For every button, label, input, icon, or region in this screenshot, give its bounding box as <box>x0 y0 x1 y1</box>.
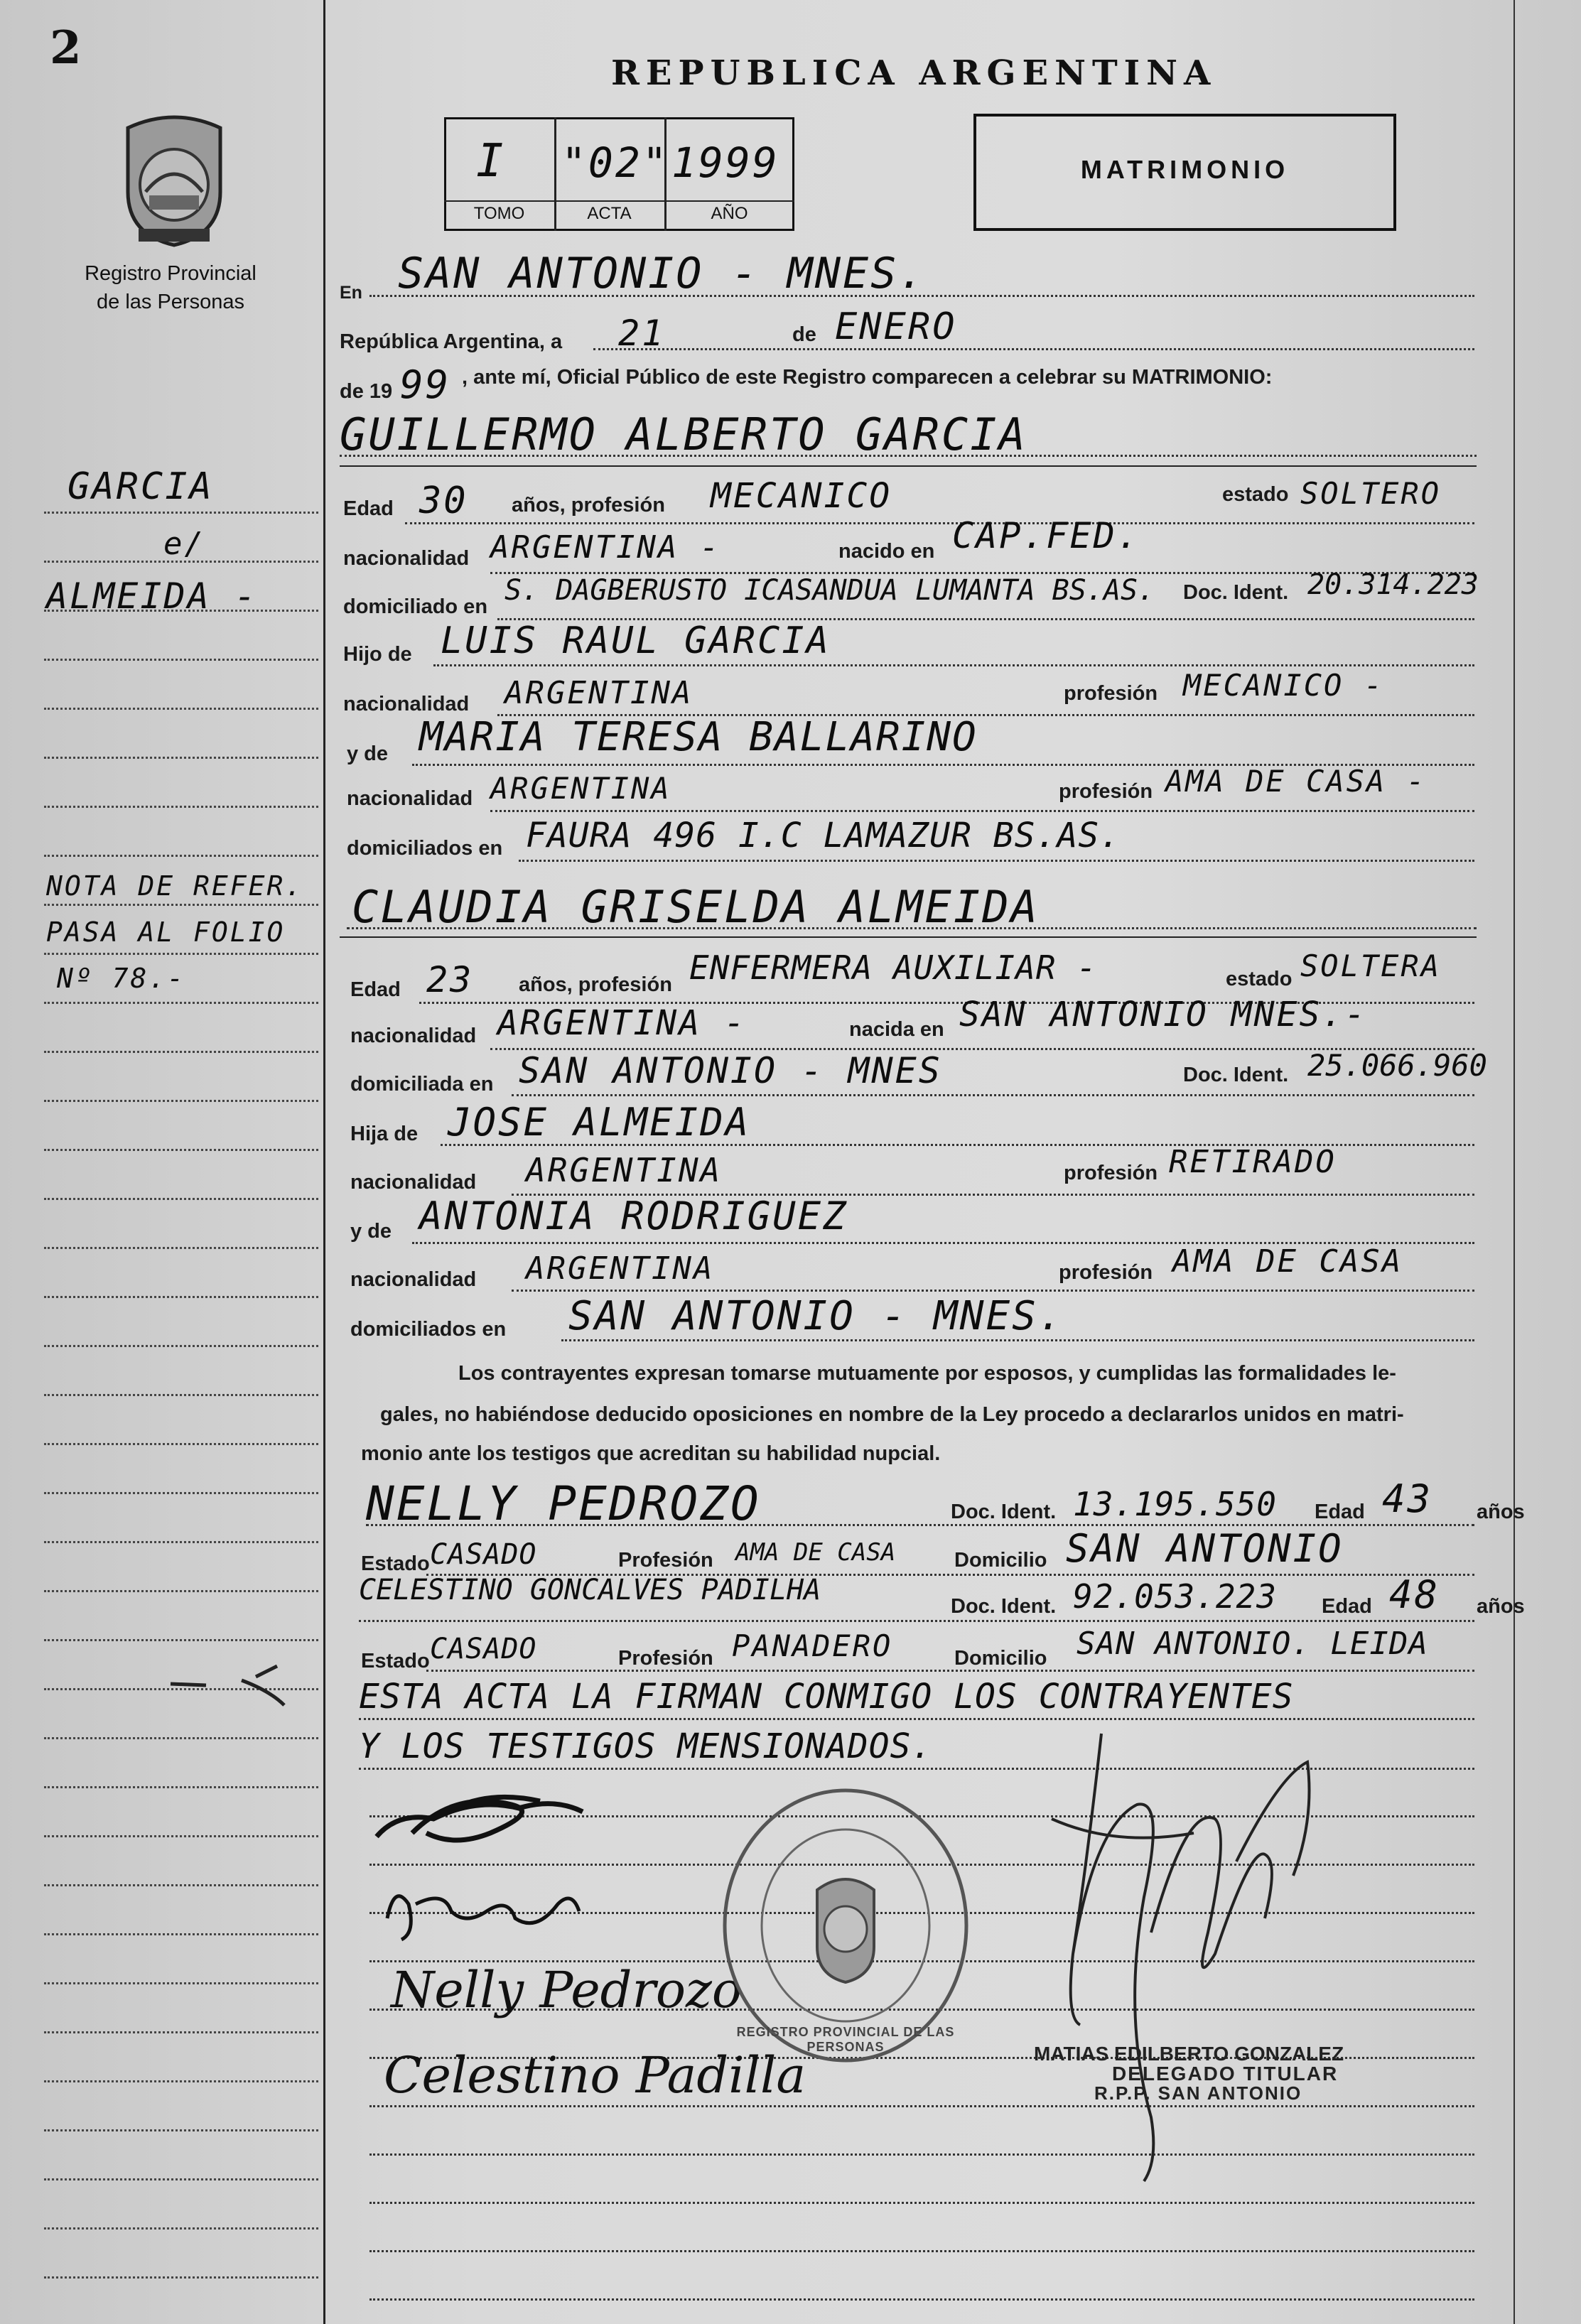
witness-2-name: CELESTINO GONCALVES PADILHA <box>359 1574 821 1606</box>
year-prefix: de 19 <box>340 380 393 403</box>
witness-2-estado: CASADO <box>430 1633 537 1665</box>
groom-mother: MARIA TERESA BALLARINO <box>419 714 978 760</box>
year-value: 99 <box>400 362 451 407</box>
margin-rule-line <box>44 953 318 955</box>
witness-2-name-line <box>359 1620 1474 1622</box>
margin-rule-line <box>44 2129 318 2131</box>
groom-father-nac-label: nacionalidad <box>343 693 470 715</box>
acta-label: ACTA <box>587 204 632 223</box>
bride-mother-nac-line <box>512 1290 1474 1292</box>
witness-2-dom-label: Domicilio <box>954 1647 1047 1670</box>
de-label: de <box>792 323 816 346</box>
intro-statement: , ante mí, Oficial Público de este Registro comparecen a celebrar su MATRIMONIO: <box>462 366 1273 389</box>
bride-father-nac-label: nacionalidad <box>350 1171 477 1194</box>
groom-father: LUIS RAUL GARCIA <box>441 620 831 662</box>
seal-text: REGISTRO PROVINCIAL DE LAS PERSONAS <box>736 2025 955 2054</box>
margin-rule-line <box>44 904 318 906</box>
bride-hija-label: Hija de <box>350 1123 419 1145</box>
groom-nacido-label: nacido en <box>838 540 935 563</box>
groom-estado: SOLTERO <box>1300 476 1442 511</box>
right-edge-line <box>1513 0 1515 2324</box>
bride-nacida-en: SAN ANTONIO MNES.- <box>959 995 1368 1034</box>
registry-label: Registro Provincial de las Personas <box>85 262 257 313</box>
margin-rule-line <box>44 1982 318 1984</box>
groom-yde-label: y de <box>347 742 389 765</box>
declaration-line-2: gales, no habiéndose deducido oposiciones en nombre de la Ley procedo a declararlos unidos en matri- <box>380 1403 1404 1426</box>
bride-name: CLAUDIA GRISELDA ALMEIDA <box>352 881 1040 933</box>
bride-estado: SOLTERA <box>1300 948 1442 983</box>
country-title: REPUBLICA ARGENTINA <box>611 53 1217 93</box>
declaration-line-3: monio ante los testigos que acreditan su habilidad nupcial. <box>361 1442 941 1465</box>
groom-parents-dom-label: domiciliados en <box>347 837 503 860</box>
bride-father-nac: ARGENTINA <box>526 1151 723 1189</box>
margin-rule-line <box>44 1394 318 1396</box>
groom-mother-nac-label: nacionalidad <box>347 787 473 810</box>
margin-rule-line <box>44 2178 318 2180</box>
witness-1-dom-label: Domicilio <box>954 1549 1047 1572</box>
margin-rule-line <box>44 2276 318 2279</box>
groom-parents-dom-line <box>519 860 1474 862</box>
province-coat-of-arms <box>107 107 242 249</box>
groom-name-line <box>340 455 1477 457</box>
bride-parents-dom-line <box>561 1339 1474 1341</box>
groom-domicilio: S. DAGBERUSTO ICASANDUA LUMANTA BS.AS. <box>504 574 1155 607</box>
margin-rule-line <box>44 2227 318 2230</box>
groom-mother-prof-label: profesión <box>1059 780 1153 803</box>
bride-nacionalidad: ARGENTINA - <box>497 1003 747 1043</box>
bride-parents-dom-label: domiciliados en <box>350 1318 507 1341</box>
bride-section-rule <box>340 936 1477 938</box>
bride-father-prof: RETIRADO <box>1169 1144 1337 1180</box>
groom-name: GUILLERMO ALBERTO GARCIA <box>340 409 1027 460</box>
margin-rule-line <box>44 1492 318 1494</box>
groom-parents-dom: FAURA 496 I.C LAMAZUR BS.AS. <box>526 816 1121 855</box>
date-line <box>593 348 1474 350</box>
bride-mother-nac-label: nacionalidad <box>350 1268 477 1291</box>
witness-2-anos: años <box>1477 1595 1525 1618</box>
officer-name: MATIAS EDILBERTO GONZALEZ <box>1034 2043 1344 2065</box>
signature-witness-2: Celestino Padilla <box>384 2046 806 2104</box>
witness-2-prof: PANADERO <box>732 1628 893 1663</box>
bride-dom-line <box>512 1094 1474 1096</box>
bride-yde-label: y de <box>350 1220 392 1243</box>
witness-2-edad-label: Edad <box>1322 1595 1372 1618</box>
witness-2-estado-label: Estado <box>361 1650 430 1672</box>
witness-1-doc: 13.195.550 <box>1073 1485 1277 1523</box>
bride-doc-label: Doc. Ident. <box>1183 1064 1289 1086</box>
margin-rule-line <box>44 1345 318 1347</box>
groom-father-nac: ARGENTINA <box>504 675 694 711</box>
groom-mother-nac-line <box>490 810 1474 812</box>
margin-rule-line <box>44 659 318 661</box>
margin-rule-line <box>44 1590 318 1592</box>
witness-2-dom: SAN ANTONIO. LEIDA <box>1077 1626 1428 1662</box>
margin-divider <box>323 0 325 2324</box>
groom-edad: 30 <box>419 480 468 522</box>
margin-ref-3: Nº 78.- <box>57 963 186 994</box>
officer-title: DELEGADO TITULAR <box>1112 2063 1339 2085</box>
bride-edad-label: Edad <box>350 978 401 1001</box>
ano-value: 1999 <box>671 139 779 187</box>
groom-doc-label: Doc. Ident. <box>1183 581 1289 604</box>
groom-nacido-en: CAP.FED. <box>952 515 1140 556</box>
officer-office: R.P.P. SAN ANTONIO <box>1094 2082 1302 2104</box>
groom-anos-prof-label: años, profesión <box>512 494 665 517</box>
month-value: ENERO <box>835 306 957 348</box>
bride-anos-prof-label: años, profesión <box>519 973 672 996</box>
bride-domicilio: SAN ANTONIO - MNES <box>519 1050 942 1091</box>
declaration-line-1: Los contrayentes expresan tomarse mutuamente por esposos, y cumplidas las formalidades le- <box>458 1362 1396 1385</box>
groom-father-line <box>433 664 1474 666</box>
margin-rule-line <box>44 1933 318 1935</box>
margin-rule-line <box>44 1737 318 1739</box>
margin-rule-line <box>44 1100 318 1102</box>
signature-bride <box>373 1861 600 1947</box>
margin-rule-line <box>44 1541 318 1543</box>
groom-profesion: MECANICO <box>711 476 892 516</box>
bride-father: JOSE ALMEIDA <box>448 1100 751 1145</box>
margin-rule-line <box>44 1002 318 1004</box>
groom-estado-label: estado <box>1222 483 1289 506</box>
margin-rule-line <box>44 1296 318 1298</box>
witness-1-prof-label: Profesión <box>618 1549 713 1572</box>
staple-mark <box>163 1663 291 1712</box>
bride-nac-label: nacionalidad <box>350 1025 477 1047</box>
bride-mother-prof: AMA DE CASA <box>1172 1243 1403 1280</box>
bride-doc: 25.066.960 <box>1307 1048 1487 1083</box>
margin-rule-line <box>44 1051 318 1053</box>
bride-name-line <box>347 927 1477 929</box>
margin-rule-line <box>44 1149 318 1151</box>
place-line <box>369 295 1474 297</box>
witness-1-edad-label: Edad <box>1315 1501 1365 1523</box>
witness-1-estado-label: Estado <box>361 1552 430 1575</box>
margin-rule-line <box>44 1884 318 1886</box>
ano-label: AÑO <box>711 204 748 223</box>
witness-1-doc-label: Doc. Ident. <box>951 1501 1057 1523</box>
bride-mother-nac: ARGENTINA <box>526 1250 715 1287</box>
record-id-rule <box>444 200 794 202</box>
closing-line-1: ESTA ACTA LA FIRMAN CONMIGO LOS CONTRAYENTES <box>359 1677 1294 1717</box>
bride-nacida-label: nacida en <box>849 1018 944 1041</box>
margin-surname-2: ALMEIDA - <box>46 575 258 617</box>
margin-rule-line <box>44 708 318 710</box>
margin-rule-line <box>44 757 318 759</box>
page-number: 2 <box>50 21 82 75</box>
bride-mother: ANTONIA RODRIGUEZ <box>419 1194 848 1238</box>
margin-rule-line <box>44 2031 318 2033</box>
groom-edad-label: Edad <box>343 497 394 520</box>
closing-line-2: Y LOS TESTIGOS MENSIONADOS. <box>359 1726 933 1766</box>
witness-1-edad: 43 <box>1382 1476 1433 1521</box>
witness-2-prof-label: Profesión <box>618 1647 713 1670</box>
margin-rule-line <box>44 1639 318 1641</box>
acta-value: "02" <box>561 139 669 187</box>
bride-father-prof-label: profesión <box>1064 1162 1158 1184</box>
groom-section-rule <box>340 465 1477 467</box>
signature-witness-1: Nelly Pedrozo <box>391 1961 743 2019</box>
witness-1-anos: años <box>1477 1501 1525 1523</box>
margin-rule-line <box>44 1198 318 1200</box>
margin-rule-line <box>44 2080 318 2082</box>
place-value: SAN ANTONIO - MNES. <box>398 249 927 298</box>
bride-dom-label: domiciliada en <box>350 1073 494 1096</box>
groom-nac-label: nacionalidad <box>343 547 470 570</box>
groom-nacionalidad: ARGENTINA - <box>490 529 721 566</box>
groom-father-prof: MECANICO - <box>1183 668 1384 703</box>
witness-1-dom: SAN ANTONIO <box>1066 1526 1344 1571</box>
day-value: 21 <box>618 313 666 354</box>
margin-rule-line <box>44 1247 318 1249</box>
bride-profesion: ENFERMERA AUXILIAR - <box>689 948 1097 987</box>
groom-mother-nac: ARGENTINA <box>490 771 671 806</box>
witness-1-estado: CASADO <box>430 1538 537 1571</box>
margin-surname-amp: e/ <box>163 526 205 562</box>
margin-ref-1: NOTA DE REFER. <box>46 870 304 902</box>
margin-rule-line <box>44 1835 318 1837</box>
witness-2-edad: 48 <box>1389 1572 1440 1617</box>
tomo-value: I <box>476 135 506 188</box>
witness-2-doc-label: Doc. Ident. <box>951 1595 1057 1618</box>
groom-mother-prof: AMA DE CASA - <box>1165 764 1427 799</box>
bride-estado-label: estado <box>1226 968 1293 990</box>
margin-rule-line <box>44 512 318 514</box>
doc-type-label: MATRIMONIO <box>1080 155 1290 184</box>
witness-1-prof: AMA DE CASA <box>735 1538 896 1567</box>
margin-ref-2: PASA AL FOLIO <box>46 917 286 948</box>
bride-edad: 23 <box>426 959 474 1000</box>
groom-hijo-label: Hijo de <box>343 643 412 666</box>
signature-groom <box>369 1769 604 1861</box>
signature-rule-line <box>369 2250 1474 2252</box>
signature-rule-line <box>369 2202 1474 2204</box>
margin-rule-line <box>44 1443 318 1445</box>
margin-rule-line <box>44 1786 318 1788</box>
tomo-label: TOMO <box>473 204 525 223</box>
officer-signature <box>981 1719 1339 2188</box>
signature-rule-line <box>369 2298 1474 2301</box>
witness-1-name: NELLY PEDROZO <box>366 1476 761 1531</box>
republica-label: República Argentina, a <box>340 330 563 353</box>
bride-parents-dom: SAN ANTONIO - MNES. <box>568 1293 1064 1339</box>
groom-father-prof-label: profesión <box>1064 682 1158 705</box>
groom-doc: 20.314.223 <box>1307 568 1479 601</box>
groom-dom-label: domiciliado en <box>343 595 488 618</box>
witness-2-doc: 92.053.223 <box>1073 1577 1277 1616</box>
witness-2-detail-line <box>426 1670 1474 1672</box>
en-label: En <box>340 283 362 303</box>
bride-mother-prof-label: profesión <box>1059 1261 1153 1284</box>
groom-edad-line <box>405 522 1474 524</box>
margin-surname-1: GARCIA <box>68 465 214 508</box>
margin-rule-line <box>44 855 318 857</box>
margin-rule-line <box>44 806 318 808</box>
